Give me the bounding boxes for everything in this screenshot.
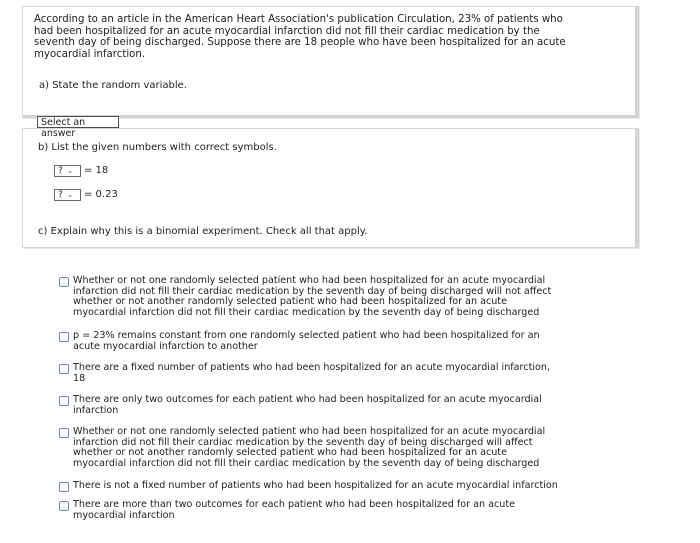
option-not-fixed[interactable] [59, 481, 559, 492]
symbol-select-2-value: ? [58, 190, 63, 200]
option-label: Whether or not one randomly selected patient who had been hospitalized for an acute myocardial infarction did not fill their cardiac medication by the seventh day of being discharged will not affect whether or not another randomly selected patient who had been hospitalized for an acute myocardial infarction did not fill their cardiac medication by the seventh day of being discharged [73, 275, 552, 319]
option-constant-p[interactable] [59, 331, 559, 352]
option-label: There are only two outcomes for each patient who had been hospitalized for an acute myocardial infarction [73, 394, 542, 416]
option-label: There are a fixed number of patients who had been hospitalized for an acute myocardial infarction, 18 [73, 362, 550, 384]
checkbox[interactable] [59, 501, 69, 511]
random-variable-select[interactable]: Select an answer [37, 116, 119, 128]
option-label: Whether or not one randomly selected patient who had been hospitalized for an acute myocardial infarction did not fill their cardiac medication by the seventh day of being discharged will affect whether or not another randomly selected patient who had been hospitalized for an acute myocardial infarction did not fill their cardiac medication by the seventh day of being discharged [73, 426, 546, 470]
part-c-prompt: c) Explain why this is a binomial experiment. Check all that apply. [38, 226, 368, 237]
option-label: There is not a fixed number of patients who had been hospitalized for an acute myocardial infarction [73, 480, 558, 491]
checkbox[interactable] [59, 482, 69, 492]
option-label: p = 23% remains constant from one randomly selected patient who had been hospitalized for an acute myocardial infarction to another [73, 330, 540, 352]
option-two-outcomes[interactable] [59, 395, 559, 416]
checkbox[interactable] [59, 396, 69, 406]
given-value-1: = 18 [84, 165, 109, 176]
chevron-down-icon: ⌄ [66, 166, 74, 175]
symbol-select-2[interactable] [54, 189, 81, 201]
option-more-outcomes[interactable] [59, 500, 559, 521]
part-a-prompt: a) State the random variable. [39, 80, 187, 91]
symbol-select-1-value: ? [58, 166, 63, 176]
symbol-select-1[interactable] [54, 165, 81, 177]
part-b-prompt: b) List the given numbers with correct symbols. [38, 142, 277, 153]
question-text: According to an article in the American Heart Association's publication Circulation, 23% of patients who had been hospitalized for an acute myocardial infarction did not fill their cardiac medication by the seventh day of being discharged. Suppose there are 18 people who have been hospitalized for an acute myocardial infarction. [34, 14, 566, 60]
option-label: There are more than two outcomes for each patient who had been hospitalized for an acute myocardial infarction [73, 499, 516, 521]
chevron-down-icon: ⌄ [66, 190, 74, 199]
checkbox[interactable] [59, 332, 69, 342]
checkbox[interactable] [59, 428, 69, 438]
option-fixed-number[interactable] [59, 363, 559, 384]
checkbox[interactable] [59, 277, 69, 287]
checkbox[interactable] [59, 364, 69, 374]
given-value-2: = 0.23 [84, 189, 118, 200]
option-dependent[interactable] [59, 427, 559, 470]
option-independent[interactable] [59, 276, 559, 319]
